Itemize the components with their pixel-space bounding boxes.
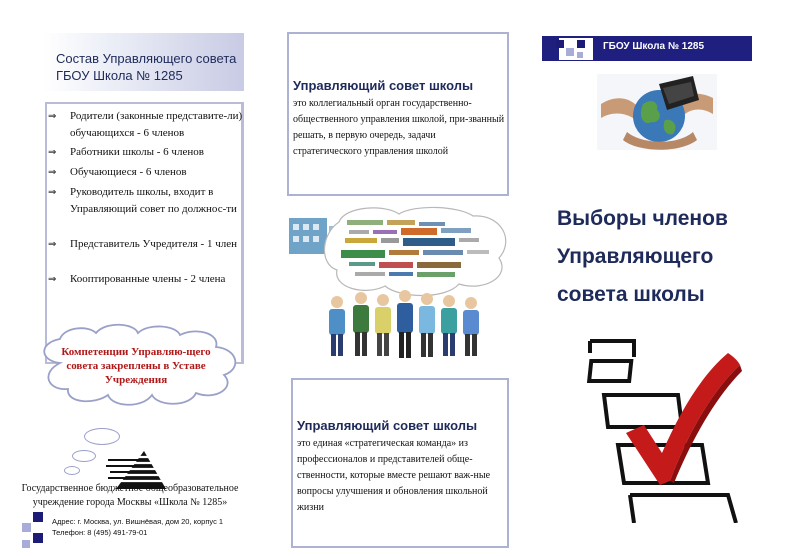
decor-square	[577, 52, 583, 58]
composition-title: Состав Управляющего совета ГБОУ Школа № 1285	[56, 51, 237, 83]
school-header-gap	[559, 38, 593, 60]
definition-card-1	[287, 32, 509, 196]
organization-name: Государственное бюджетное общеобразовательное учреждение города Москвы «Школа № 1285»	[21, 483, 239, 508]
arrow-bullet-icon: ⇒	[48, 274, 57, 285]
hands-holding-globe-image	[597, 74, 717, 150]
card1-text: это коллегиальный орган государственно-общественного управления школой, при-званный решать, в первую очередь, задачи стратегического управления школой	[293, 98, 505, 157]
school-label: ГБОУ Школа № 1285	[603, 41, 705, 52]
member-text: Родители (законные представите-ли) обучающихся - 6 членов	[70, 110, 243, 139]
contact-info	[52, 516, 252, 538]
member-text: Работники школы - 6 членов	[70, 146, 204, 158]
checklist-checkmark-icon	[578, 335, 748, 523]
definition-card-2	[291, 378, 509, 548]
decor-square	[33, 533, 43, 543]
decor-square	[577, 40, 585, 48]
card2-title: Управляющий совет школы	[297, 418, 478, 433]
main-title-line: совета школы	[557, 283, 705, 306]
decor-square	[33, 512, 43, 522]
decor-square	[556, 40, 564, 48]
decor-square	[22, 523, 31, 532]
member-item	[48, 164, 243, 181]
card1-title: Управляющий совет школы	[293, 78, 474, 93]
competence-note: Компетенции Управляю-щего совета закреплены в Уставе Учреждения	[61, 346, 211, 386]
member-text: Обучающиеся - 6 членов	[70, 166, 187, 178]
main-title-line: Выборы членов	[557, 207, 728, 230]
people-word-cloud-illustration	[289, 206, 513, 366]
card2-text: это единая «стратегическая команда» из профессионалов и представителей обще-ственности, которые вместе решают важ-ные вопросы улучшения и обновления школьной жизни	[297, 438, 491, 513]
member-item	[48, 184, 243, 218]
address-text: Адрес: г. Москва, ул. Вишнёвая, дом 20, корпус 1	[52, 517, 224, 526]
member-text: Представитель Учредителя - 1 член	[70, 238, 237, 250]
member-text: Руководитель школы, входит в Управляющий совет по должнос-ти	[70, 186, 237, 215]
member-item	[48, 271, 243, 288]
arrow-bullet-icon: ⇒	[48, 187, 57, 198]
thought-bubble	[84, 428, 120, 445]
arrow-bullet-icon: ⇒	[48, 111, 57, 122]
main-title	[557, 200, 777, 314]
thought-bubble	[72, 450, 96, 462]
phone-text: Телефон: 8 (495) 491-79-01	[52, 528, 148, 537]
decor-square	[22, 540, 30, 548]
arrow-bullet-icon: ⇒	[48, 167, 57, 178]
member-text: Кооптированные члены - 2 члена	[70, 273, 226, 285]
decor-square	[566, 48, 574, 56]
member-item	[48, 108, 243, 142]
member-item	[48, 144, 243, 161]
main-title-line: Управляющего	[557, 245, 714, 268]
arrow-bullet-icon: ⇒	[48, 239, 57, 250]
member-item	[48, 236, 243, 253]
arrow-bullet-icon: ⇒	[48, 147, 57, 158]
thought-bubble	[64, 466, 80, 475]
